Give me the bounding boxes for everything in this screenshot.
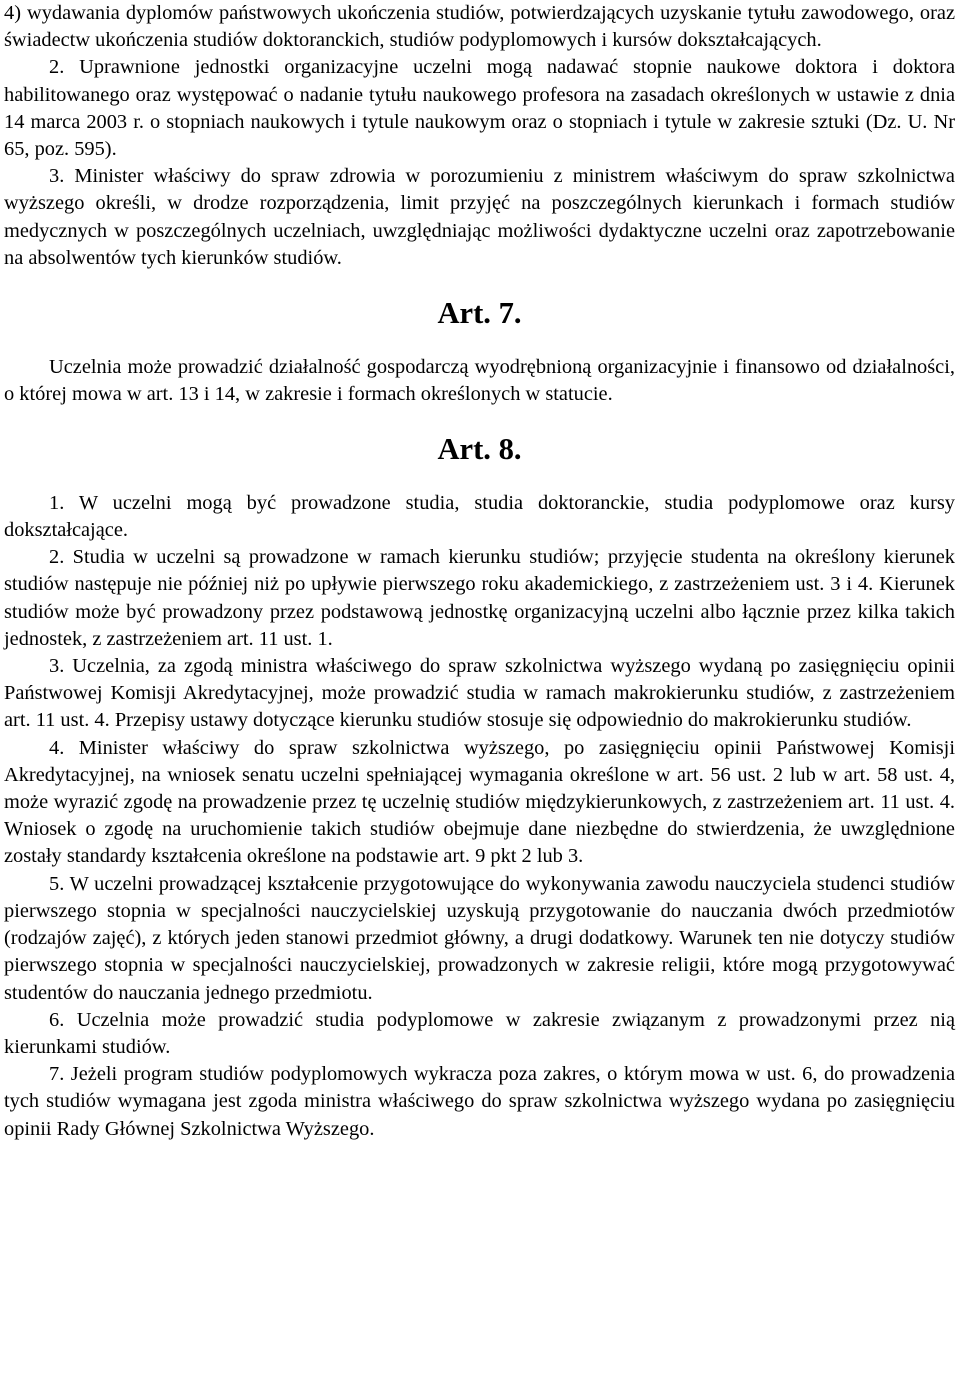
article-8-point-6: 6. Uczelnia może prowadzić studia podyplomowe w zakresie związanym z prowadzonymi przez nią kierunkami studiów. — [4, 1008, 955, 1058]
paragraph-point-3: 3. Minister właściwy do spraw zdrowia w porozumieniu z ministrem właściwym do spraw szkolnictwa wyższego określi, w drodze rozporządzenia, limit przyjęć na poszczególnych kierunkach i formach studiów medycznych w poszczególnych uczelniach, uwzględniając możliwości dydaktyczne uczelni oraz zapotrzebowanie na absolwentów tych kierunków studiów. — [4, 165, 955, 269]
article-8-point-2: 2. Studia w uczelni są prowadzone w ramach kierunku studiów; przyjęcie studenta na określony kierunek studiów następuje nie później niż po upływie pierwszego roku akademickiego, z zastrzeżeniem ust. 3 i 4. Kierunek studiów może być prowadzony przez podstawową jednostkę organizacyjną uczelni albo łącznie przez kilka takich jednostek, z zastrzeżeniem art. 11 ust. 1. — [4, 546, 955, 650]
article-8-point-1: 1. W uczelni mogą być prowadzone studia, studia doktoranckie, studia podyplomowe oraz kursy dokształcające. — [4, 491, 955, 542]
paragraph-point-2: 2. Uprawnione jednostki organizacyjne uczelni mogą nadawać stopnie naukowe doktora i doktora habilitowanego oraz występować o nadanie tytułu naukowego profesora na zasadach określonych w ustawie z dnia 14 marca 2003 r. o stopniach naukowych i tytule naukowym oraz o stopniach i tytule w zakresie sztuki (Dz. U. Nr 65, poz. 595). — [4, 56, 955, 161]
article-8-heading: Art. 8. — [437, 431, 522, 466]
article-7-text: Uczelnia może prowadzić działalność gospodarczą wyodrębnioną organizacyjnie i finansowo od działalności, o której mowa w art. 13 i 14, w zakresie i formach określonych w statucie. — [4, 356, 955, 406]
article-8-point-3: 3. Uczelnia, za zgodą ministra właściwego do spraw szkolnictwa wyższego wydaną po zasięgnięciu opinii Państwowej Komisji Akredytacyjnej, może prowadzić studia w ramach makrokierunku studiów, z zastrzeżeniem art. 11 ust. 4. Przepisy ustawy dotyczące kierunku studiów stosuje się odpowiednio do makrokierunku studiów. — [4, 655, 955, 732]
article-8-point-5: 5. W uczelni prowadzącej kształcenie przygotowujące do wykonywania zawodu nauczyciela studenci studiów pierwszego stopnia w specjalności nauczycielskiej uzyskują przygotowanie do nauczania dwóch przedmiotów (rodzajów zajęć), z których jeden stanowi przedmiot główny, a drugi dodatkowy. Warunek ten nie dotyczy studiów pierwszego stopnia w specjalności nauczycielskiej, prowadzonych w zakresie religii, które mogą przygotowywać studentów do nauczania jednego przedmiotu. — [4, 872, 955, 1004]
article-7-heading: Art. 7. — [437, 296, 522, 331]
paragraph-point-4: 4) wydawania dyplomów państwowych ukończenia studiów, potwierdzających uzyskanie tytułu zawodowego, oraz świadectw ukończenia studiów doktoranckich, studiów podyplomowych i kursów dokształcających. — [4, 2, 955, 52]
article-8-point-4: 4. Minister właściwy do spraw szkolnictwa wyższego, po zasięgnięciu opinii Państwowej Komisji Akredytacyjnej, na wniosek senatu uczelni spełniającej wymagania określone w art. 56 ust. 2 lub w art. 58 ust. 4, może wyrazić zgodę na prowadzenie przez tę uczelnię studiów międzykierunkowych, z zastrzeżeniem art. 11 ust. 4. Wniosek o zgodę na uruchomienie takich studiów obejmuje dane niezbędne do stwierdzenia, że uwzględnione zostały standardy kształcenia określone na podstawie art. 9 pkt 2 lub 3. — [4, 736, 955, 868]
document-page — [4, 0, 955, 1143]
article-8-point-7: 7. Jeżeli program studiów podyplomowych wykracza poza zakres, o którym mowa w ust. 6, do prowadzenia tych studiów wymagana jest zgoda ministra właściwego do spraw szkolnictwa wyższego wydana po zasięgnięciu opinii Rady Głównej Szkolnictwa Wyższego. — [4, 1063, 955, 1140]
